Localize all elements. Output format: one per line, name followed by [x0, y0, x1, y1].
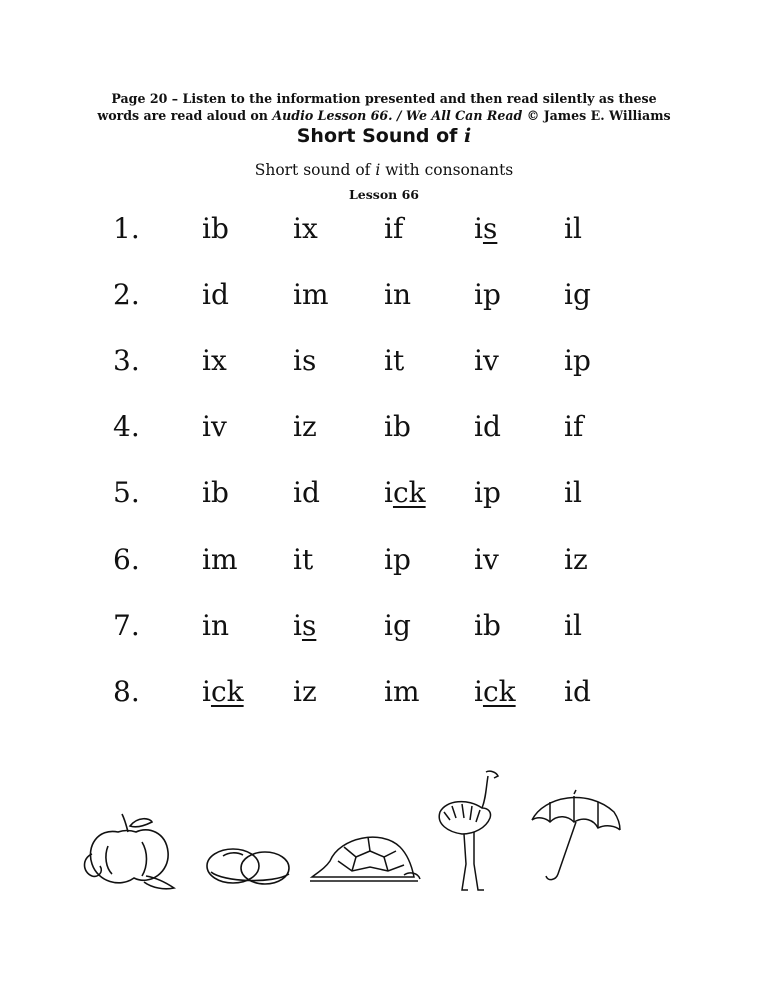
word-plain-part: ix: [202, 344, 227, 377]
word-row: [0, 676, 768, 716]
word-cell: [384, 411, 411, 443]
word-row: [0, 213, 768, 253]
lesson-label: Lesson 66: [349, 187, 419, 202]
row-number: 1.: [113, 212, 140, 245]
header-line-2: words are read aloud on Audio Lesson 66. / We All Can Read © James E. Williams: [97, 107, 671, 123]
word-cell: [202, 544, 238, 576]
word-cell: [293, 279, 329, 311]
word-row: [0, 279, 768, 319]
word-plain-part: i: [202, 675, 211, 708]
turtle-shell-illustration: [308, 825, 423, 890]
ostrich-illustration: [434, 768, 509, 893]
word-cell: [202, 477, 229, 509]
word-cell: [293, 676, 317, 708]
word-row: [0, 345, 768, 385]
word-plain-part: if: [564, 410, 584, 443]
word-cell: [384, 345, 404, 377]
page-subtitle: Short sound of i with consonants: [254, 161, 514, 179]
word-plain-part: ip: [474, 278, 501, 311]
header-line-1: Page 20 – Listen to the information presented and then read silently as these: [111, 91, 657, 106]
word-plain-part: in: [384, 278, 411, 311]
word-plain-part: i: [293, 609, 302, 642]
word-cell: [564, 213, 582, 245]
word-plain-part: ib: [474, 609, 501, 642]
word-row: [0, 411, 768, 451]
eggs-illustration: [203, 838, 293, 888]
word-cell: [384, 477, 426, 509]
word-cell: [474, 345, 499, 377]
word-cell: [564, 610, 582, 642]
word-plain-part: il: [564, 609, 582, 642]
word-cell: [202, 411, 227, 443]
row-number: 6.: [113, 543, 140, 576]
word-cell: [293, 544, 313, 576]
word-cell: [564, 544, 588, 576]
word-cell: [202, 345, 227, 377]
word-plain-part: iz: [293, 675, 317, 708]
word-plain-part: it: [384, 344, 405, 377]
word-cell: [474, 676, 516, 708]
word-plain-part: ip: [474, 476, 501, 509]
word-cell: [564, 345, 591, 377]
word-cell: [564, 411, 583, 443]
word-row: [0, 610, 768, 650]
word-plain-part: iz: [293, 410, 317, 443]
word-cell: [202, 610, 229, 642]
word-cell: [384, 676, 420, 708]
illustration-strip: [78, 760, 638, 900]
word-cell: [293, 213, 318, 245]
word-plain-part: ig: [564, 278, 591, 311]
word-cell: [202, 213, 229, 245]
word-plain-part: im: [384, 675, 420, 708]
word-underlined-part: ck: [482, 675, 516, 708]
word-cell: [474, 477, 501, 509]
row-number: 2.: [113, 278, 140, 311]
word-plain-part: ib: [202, 212, 229, 245]
word-cell: [293, 411, 317, 443]
row-number: 5.: [113, 476, 140, 509]
row-number: 4.: [113, 410, 140, 443]
word-cell: [202, 676, 244, 708]
word-plain-part: iv: [202, 410, 227, 443]
word-plain-part: id: [564, 675, 591, 708]
word-cell: [474, 279, 501, 311]
word-plain-part: ip: [564, 344, 591, 377]
word-underlined-part: ck: [210, 675, 244, 708]
word-plain-part: id: [293, 476, 320, 509]
word-plain-part: ig: [384, 609, 411, 642]
word-underlined-part: s: [482, 212, 498, 245]
word-plain-part: if: [384, 212, 404, 245]
word-cell: [564, 477, 582, 509]
word-plain-part: is: [293, 344, 317, 377]
word-plain-part: il: [564, 212, 582, 245]
word-plain-part: it: [293, 543, 314, 576]
row-number: 3.: [113, 344, 140, 377]
page-header: [60, 91, 708, 124]
word-cell: [293, 477, 320, 509]
word-plain-part: ib: [202, 476, 229, 509]
word-plain-part: ix: [293, 212, 318, 245]
word-cell: [564, 676, 591, 708]
word-cell: [202, 279, 229, 311]
word-cell: [293, 345, 316, 377]
word-cell: [384, 544, 411, 576]
word-plain-part: id: [202, 278, 229, 311]
row-number: 7.: [113, 609, 140, 642]
word-cell: [293, 610, 316, 642]
umbrella-illustration: [528, 790, 623, 890]
word-cell: [474, 213, 497, 245]
word-plain-part: i: [384, 476, 393, 509]
word-row: [0, 544, 768, 584]
page-title: Short Sound of i: [296, 125, 472, 147]
word-plain-part: id: [474, 410, 501, 443]
word-plain-part: iz: [564, 543, 588, 576]
word-cell: [384, 213, 403, 245]
word-cell: [384, 610, 411, 642]
word-cell: [474, 411, 501, 443]
word-underlined-part: ck: [392, 476, 426, 509]
word-plain-part: il: [564, 476, 582, 509]
word-plain-part: ip: [384, 543, 411, 576]
word-plain-part: im: [293, 278, 329, 311]
word-plain-part: ib: [384, 410, 411, 443]
word-cell: [474, 544, 499, 576]
word-cell: [564, 279, 591, 311]
word-plain-part: iv: [474, 543, 499, 576]
word-plain-part: iv: [474, 344, 499, 377]
word-underlined-part: s: [301, 609, 317, 642]
word-row: [0, 477, 768, 517]
word-cell: [384, 279, 411, 311]
word-plain-part: i: [474, 212, 483, 245]
word-plain-part: in: [202, 609, 229, 642]
word-plain-part: i: [474, 675, 483, 708]
apple-illustration: [78, 812, 178, 892]
word-cell: [474, 610, 501, 642]
word-plain-part: im: [202, 543, 238, 576]
row-number: 8.: [113, 675, 140, 708]
